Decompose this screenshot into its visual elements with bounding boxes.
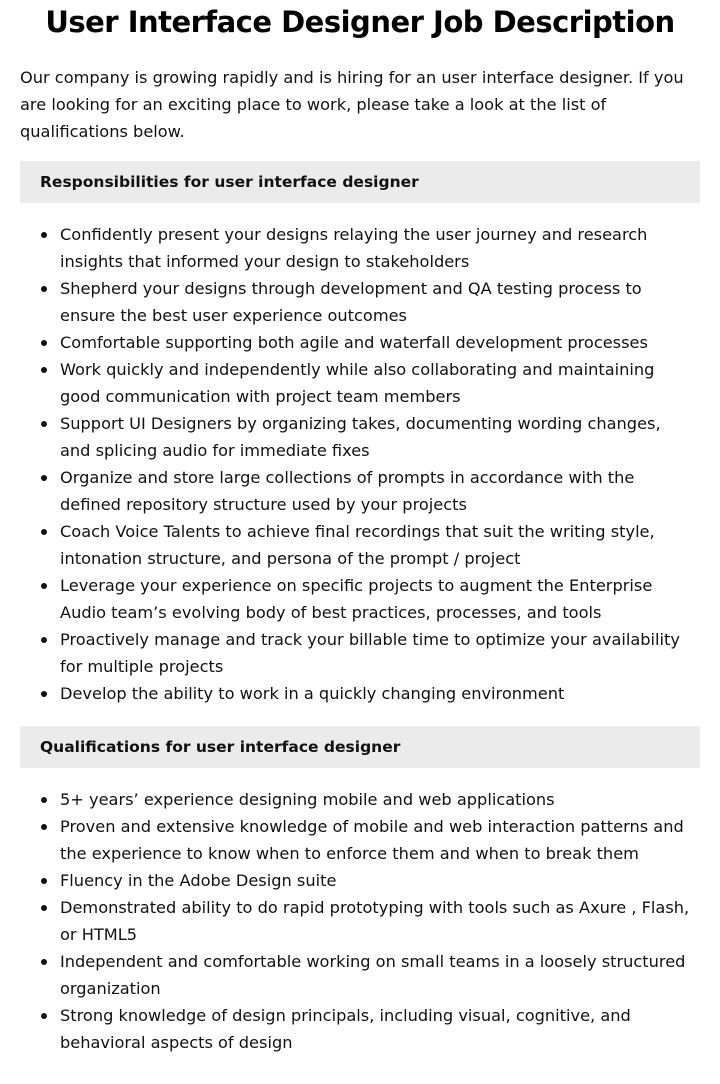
- qualification-item: Fluency in the Adobe Design suite: [20, 867, 700, 894]
- intro-paragraph: Our company is growing rapidly and is hiring for an user interface designer. If you are looking for an exciting place to work, please take a look at the list of qualifications below.: [20, 68, 684, 141]
- qualification-item: 5+ years’ experience designing mobile and web applications: [20, 786, 700, 813]
- responsibility-item: Proactively manage and track your billable time to optimize your availability for multiple projects: [20, 626, 700, 680]
- responsibility-item: Support UI Designers by organizing takes, documenting wording changes, and splicing audio for immediate fixes: [20, 410, 700, 464]
- responsibility-item: Confidently present your designs relaying the user journey and research insights that informed your design to stakeholders: [20, 221, 700, 275]
- qualifications-heading: Qualifications for user interface designer: [20, 726, 700, 768]
- qualifications-list: [20, 786, 700, 1056]
- responsibility-item: Shepherd your designs through development and QA testing process to ensure the best user experience outcomes: [20, 275, 700, 329]
- qualification-item: Demonstrated ability to do rapid prototyping with tools such as Axure , Flash, or HTML5: [20, 894, 700, 948]
- qualification-item: Proven and extensive knowledge of mobile and web interaction patterns and the experience to know when to enforce them and when to break them: [20, 813, 700, 867]
- responsibility-item: Coach Voice Talents to achieve final recordings that suit the writing style, intonation structure, and persona of the prompt / project: [20, 518, 700, 572]
- page-title: User Interface Designer Job Description: [45, 5, 675, 39]
- qualification-item: Independent and comfortable working on small teams in a loosely structured organization: [20, 948, 700, 1002]
- responsibilities-heading: Responsibilities for user interface designer: [20, 161, 700, 203]
- responsibility-item: Work quickly and independently while also collaborating and maintaining good communication with project team members: [20, 356, 700, 410]
- responsibility-item: Develop the ability to work in a quickly changing environment: [20, 680, 700, 707]
- responsibilities-list: [20, 221, 700, 707]
- responsibility-item: Leverage your experience on specific projects to augment the Enterprise Audio team’s evolving body of best practices, processes, and tools: [20, 572, 700, 626]
- responsibility-item: Comfortable supporting both agile and waterfall development processes: [20, 329, 700, 356]
- responsibility-item: Organize and store large collections of prompts in accordance with the defined repository structure used by your projects: [20, 464, 700, 518]
- qualification-item: Strong knowledge of design principals, including visual, cognitive, and behavioral aspects of design: [20, 1002, 700, 1056]
